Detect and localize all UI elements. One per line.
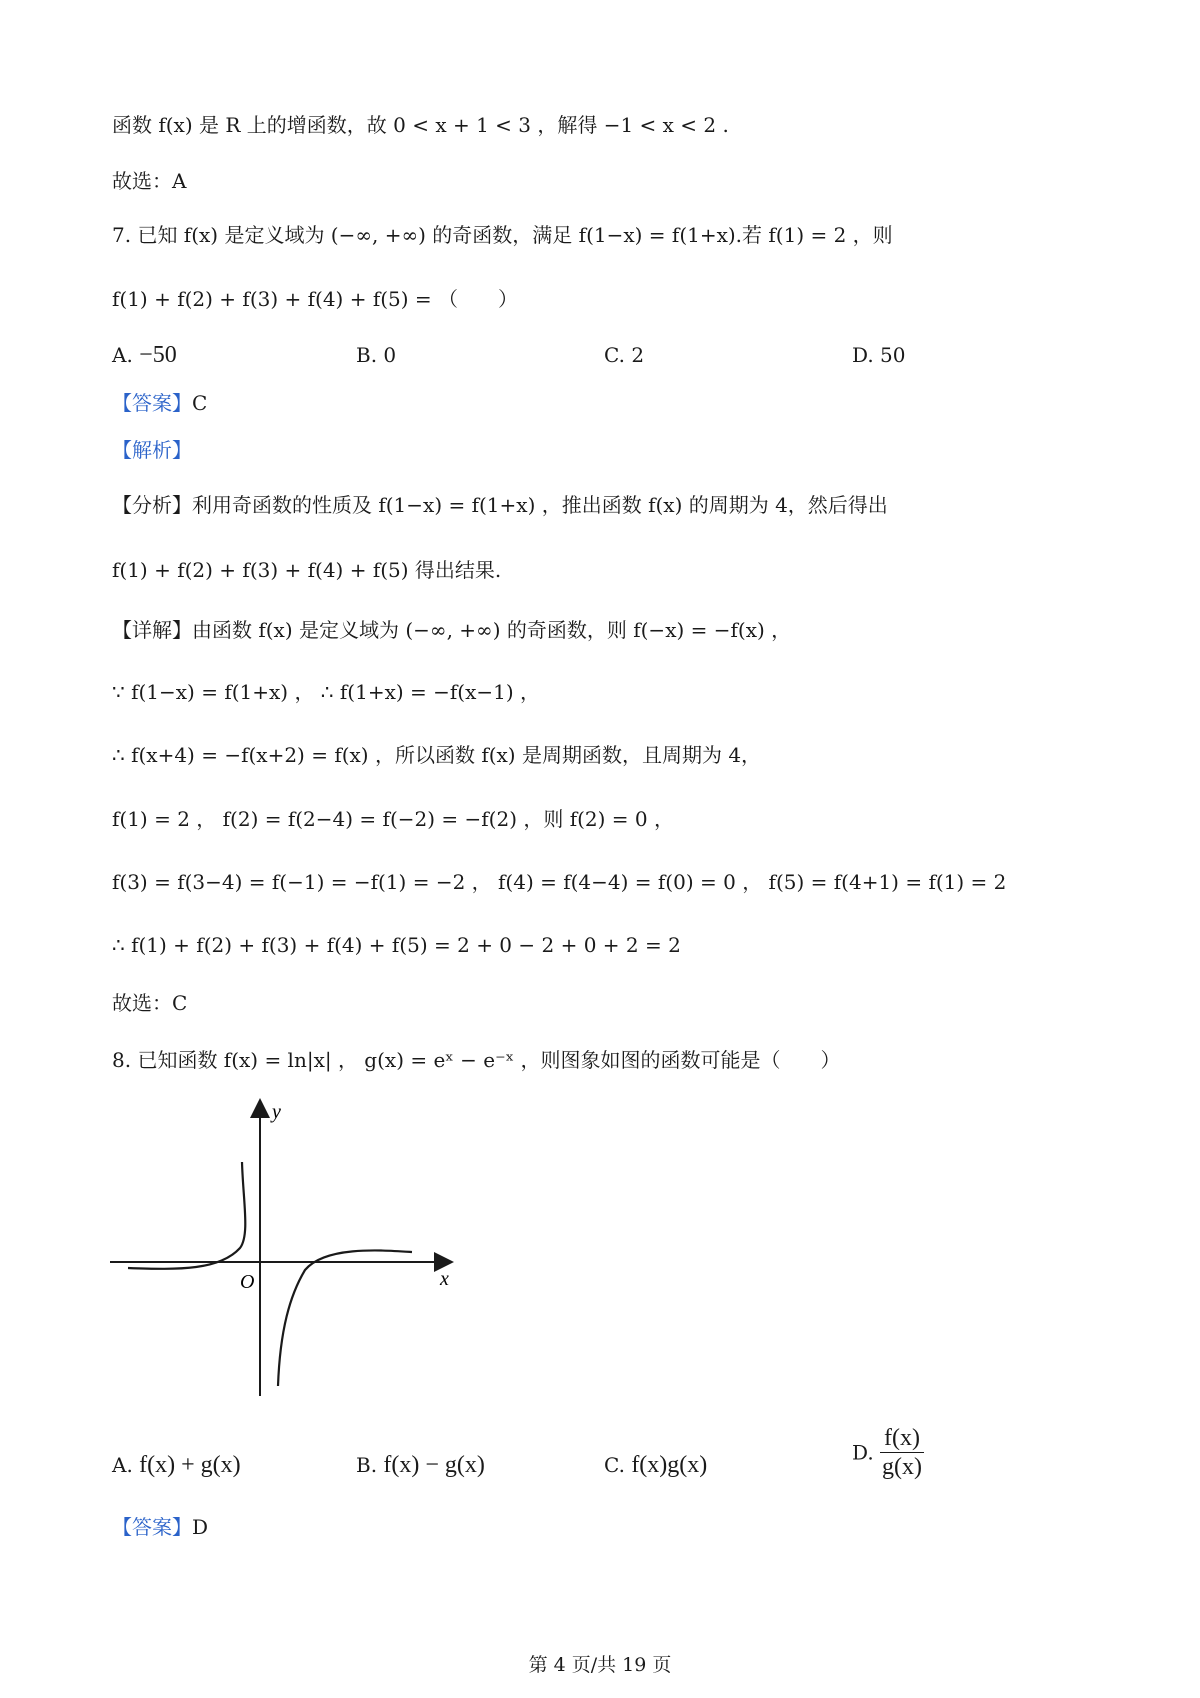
q7-option-a bbox=[112, 340, 177, 370]
q7-option-d bbox=[852, 340, 906, 370]
q7-option-a-label: A. bbox=[112, 343, 133, 367]
detail-line-6: ∴ f(1) + f(2) + f(3) + f(4) + f(5) = 2 + 0 − 2 + 0 + 2 = 2 bbox=[112, 933, 681, 957]
choice-result-1: 故选：A bbox=[112, 169, 187, 193]
answer-8 bbox=[112, 1512, 208, 1542]
right-branch-curve bbox=[278, 1250, 412, 1386]
q8-option-c-value: f(x)g(x) bbox=[631, 1452, 708, 1478]
solution-text-1: 函数 f(x) 是 R 上的增函数，故 0 < x + 1 < 3 ，解得 −1 < x < 2 . bbox=[112, 113, 729, 137]
q8-option-b-label: B. bbox=[356, 1453, 378, 1477]
q7-option-a-value: −50 bbox=[139, 342, 177, 368]
q7-option-d-value: 50 bbox=[880, 343, 906, 367]
answer-value-2: D bbox=[192, 1515, 209, 1539]
answer-tag: 【答案】 bbox=[112, 391, 192, 415]
left-branch-curve bbox=[128, 1162, 245, 1269]
detail-line-5: f(3) = f(3−4) = f(−1) = −f(1) = −2 ， f(4) = f(4−4) = f(0) = 0 ， f(5) = f(4+1) = f(1) = 2 bbox=[112, 870, 1007, 894]
q8-option-b bbox=[356, 1450, 485, 1480]
fenxi-line-2: f(1) + f(2) + f(3) + f(4) + f(5) 得出结果. bbox=[112, 558, 502, 582]
question-7-stem: 7. 已知 f(x) 是定义域为 (−∞, +∞) 的奇函数，满足 f(1−x) = f(1+x).若 f(1) = 2 ，则 bbox=[112, 223, 893, 247]
detail-line-2: ∵ f(1−x) = f(1+x) ， ∴ f(1+x) = −f(x−1) ， bbox=[112, 680, 541, 704]
detail-line-3: ∴ f(x+4) = −f(x+2) = f(x) ，所以函数 f(x) 是周期函数，且周期为 4， bbox=[112, 743, 762, 767]
y-axis-label: y bbox=[272, 1101, 281, 1123]
origin-label: O bbox=[240, 1271, 255, 1293]
q8-option-d-fraction bbox=[880, 1424, 924, 1481]
q7-option-c bbox=[604, 340, 644, 370]
q7-option-c-label: C. bbox=[604, 343, 625, 367]
choice-result-2: 故选：C bbox=[112, 991, 188, 1015]
fraction-denominator: g(x) bbox=[882, 1454, 923, 1480]
xiangjie-tag: 【详解】 bbox=[112, 618, 192, 642]
q7-option-c-value: 2 bbox=[631, 343, 645, 367]
page-footer: 第 4 页/共 19 页 bbox=[528, 1654, 672, 1676]
q8-option-c-label: C. bbox=[604, 1453, 625, 1477]
xiangjie-line-1 bbox=[112, 615, 791, 645]
q8-option-b-value: f(x) − g(x) bbox=[383, 1452, 485, 1478]
fenxi-tag: 【分析】 bbox=[112, 493, 192, 517]
q8-option-d bbox=[852, 1424, 924, 1481]
x-axis-label: x bbox=[440, 1268, 449, 1290]
function-graph bbox=[100, 1090, 460, 1410]
detail-line-4: f(1) = 2 ， f(2) = f(2−4) = f(−2) = −f(2) ，则 f(2) = 0 ， bbox=[112, 807, 674, 831]
q7-option-d-label: D. bbox=[852, 343, 874, 367]
q7-option-b-value: 0 bbox=[383, 343, 397, 367]
q8-option-a-value: f(x) + g(x) bbox=[139, 1452, 241, 1478]
xiangjie-text: 由函数 f(x) 是定义域为 (−∞, +∞) 的奇函数，则 f(−x) = −f(x) ， bbox=[192, 618, 792, 642]
answer-tag-2: 【答案】 bbox=[112, 1515, 192, 1539]
question-8-stem: 8. 已知函数 f(x) = ln|x| ， g(x) = eˣ − e⁻ˣ ，则图象如图的函数可能是（ ） bbox=[112, 1048, 841, 1072]
fenxi-text: 利用奇函数的性质及 f(1−x) = f(1+x) ，推出函数 f(x) 的周期为 4，然后得出 bbox=[192, 493, 888, 517]
fenxi-line-1 bbox=[112, 490, 888, 520]
analysis-heading: 【解析】 bbox=[112, 438, 192, 462]
answer-value: C bbox=[192, 391, 208, 415]
fraction-numerator: f(x) bbox=[880, 1424, 924, 1453]
q7-option-b bbox=[356, 340, 396, 370]
answer-7 bbox=[112, 388, 207, 418]
q8-option-a-label: A. bbox=[112, 1453, 133, 1477]
q8-option-d-label: D. bbox=[852, 1440, 874, 1465]
q8-option-a bbox=[112, 1450, 241, 1480]
question-7-expression: f(1) + f(2) + f(3) + f(4) + f(5) = （ ） bbox=[112, 287, 519, 311]
q8-option-c bbox=[604, 1450, 707, 1480]
q7-option-b-label: B. bbox=[356, 343, 378, 367]
